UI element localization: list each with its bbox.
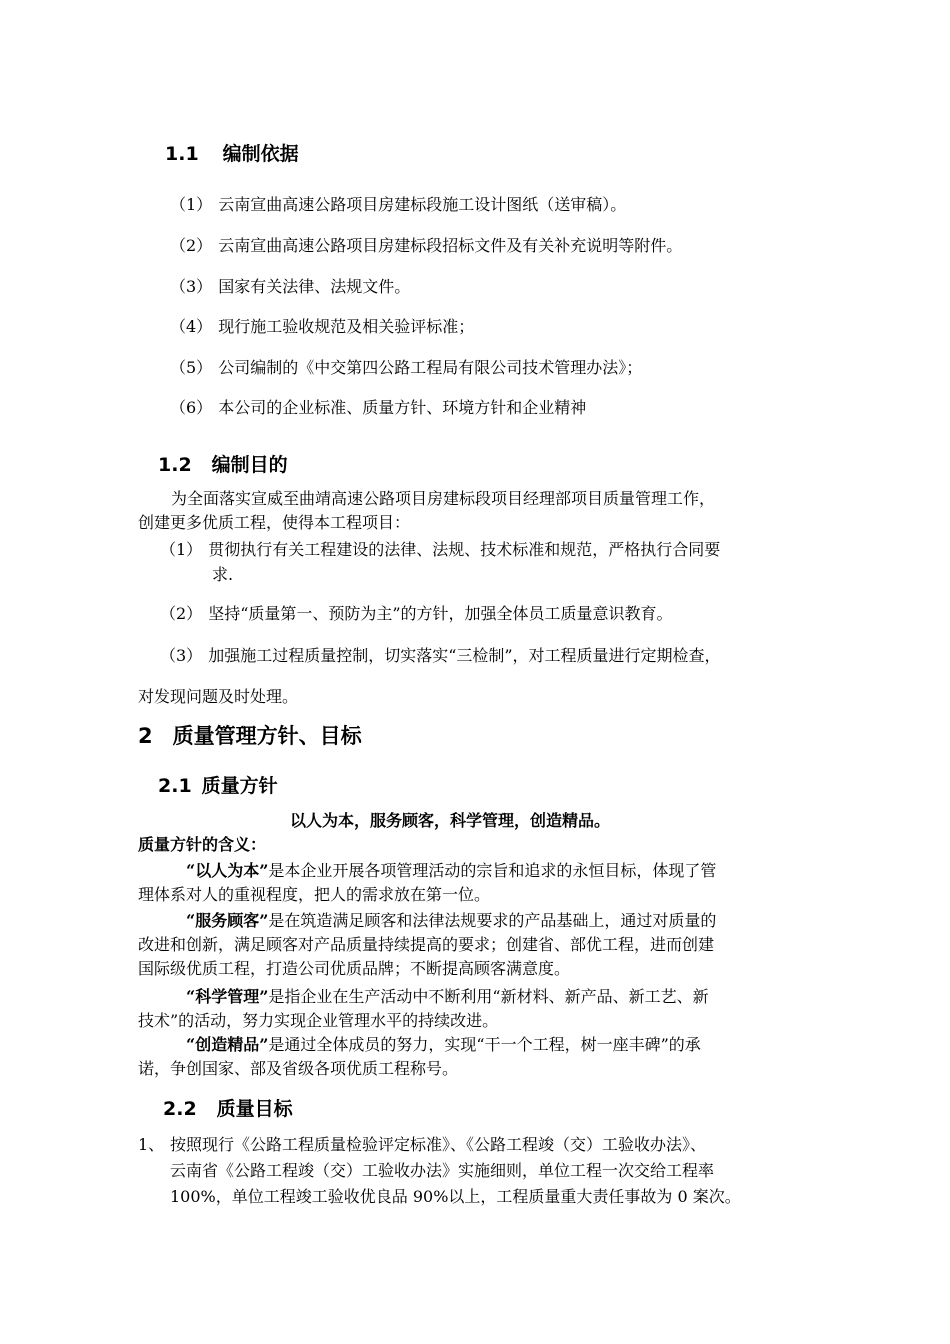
section-number: 2.1 [158, 775, 192, 797]
section-title: 质量管理方针、目标 [172, 724, 362, 748]
policy-meaning-label: 质量方针的含义： [138, 835, 267, 854]
section-1-2-heading [158, 450, 288, 477]
list-item: （2） 云南宣曲高速公路项目房建标段招标文件及有关补充说明等附件。 [170, 236, 683, 255]
paragraph-line: 技术”的活动，努力实现企业管理水平的持续改进。 [138, 1011, 499, 1030]
policy-term: “以人为本” [186, 861, 269, 880]
list-item: （4） 现行施工验收规范及相关验评标准； [170, 317, 475, 336]
paragraph-line: 为全面落实宣威至曲靖高速公路项目房建标段项目经理部项目质量管理工作， [171, 489, 716, 508]
quality-policy-statement: 以人为本，服务顾客，科学管理，创造精品。 [290, 811, 611, 830]
paragraph-line: 求. [212, 565, 234, 584]
list-item: （5） 公司编制的《中交第四公路工程局有限公司技术管理办法》； [170, 358, 643, 377]
section-title: 编制目的 [211, 454, 288, 476]
section-2-2-heading [163, 1094, 293, 1121]
section-1-1-heading [165, 139, 299, 166]
section-2-heading [138, 720, 362, 750]
policy-term: “服务顾客” [186, 911, 269, 930]
paragraph-line: 理体系对人的重视程度，把人的需求放在第一位。 [138, 885, 491, 904]
paragraph-line: 改进和创新，满足顾客对产品质量持续提高的要求；创建省、部优工程，进而创建 [138, 935, 715, 954]
section-title: 质量方针 [201, 775, 278, 797]
section-title: 编制依据 [222, 143, 299, 165]
section-number: 1.2 [158, 454, 192, 476]
list-item: （1） 云南宣曲高速公路项目房建标段施工设计图纸（送审稿）。 [170, 195, 627, 214]
list-item: （2） 坚持“质量第一、预防为主”的方针，加强全体员工质量意识教育。 [160, 604, 673, 623]
list-item: （3） 加强施工过程质量控制，切实落实“三检制”，对工程质量进行定期检查， [160, 646, 721, 665]
paragraph-line: “科学管理”是指企业在生产活动中不断利用“新材料、新产品、新工艺、新 [186, 987, 709, 1006]
section-number: 2 [138, 724, 153, 748]
policy-term: “创造精品” [186, 1035, 269, 1054]
section-title: 质量目标 [216, 1098, 293, 1120]
paragraph-line: 诺，争创国家、部及省级各项优质工程称号。 [138, 1059, 459, 1078]
paragraph-line: 对发现问题及时处理。 [138, 687, 299, 706]
list-item: （1） 贯彻执行有关工程建设的法律、法规、技术标准和规范，严格执行合同要 [160, 540, 721, 559]
paragraph-line: “以人为本”是本企业开展各项管理活动的宗旨和追求的永恒目标，体现了管 [186, 861, 717, 880]
section-number: 2.2 [163, 1098, 197, 1120]
paragraph-line: 100%，单位工程竣工验收优良品 90%以上，工程质量重大责任事故为 0 案次。 [170, 1187, 741, 1206]
section-2-1-heading [158, 771, 278, 798]
policy-term: “科学管理” [186, 987, 269, 1006]
section-number: 1.1 [165, 143, 199, 165]
list-item-number: 1、 [138, 1135, 165, 1154]
paragraph-line: 云南省《公路工程竣（交）工验收办法》实施细则，单位工程一次交给工程率 [170, 1161, 715, 1180]
list-item: （6） 本公司的企业标准、质量方针、环境方针和企业精神 [170, 398, 587, 417]
paragraph-line: “创造精品”是通过全体成员的努力，实现“干一个工程，树一座丰碑”的承 [186, 1035, 701, 1054]
paragraph-line: 按照现行《公路工程质量检验评定标准》、《公路工程竣（交）工验收办法》、 [170, 1135, 707, 1154]
paragraph-line: “服务顾客”是在筑造满足顾客和法律法规要求的产品基础上，通过对质量的 [186, 911, 717, 930]
list-item: （3） 国家有关法律、法规文件。 [170, 277, 411, 296]
paragraph-line: 创建更多优质工程，使得本工程项目： [138, 513, 411, 532]
paragraph-line: 国际级优质工程，打造公司优质品牌；不断提高顾客满意度。 [138, 959, 571, 978]
